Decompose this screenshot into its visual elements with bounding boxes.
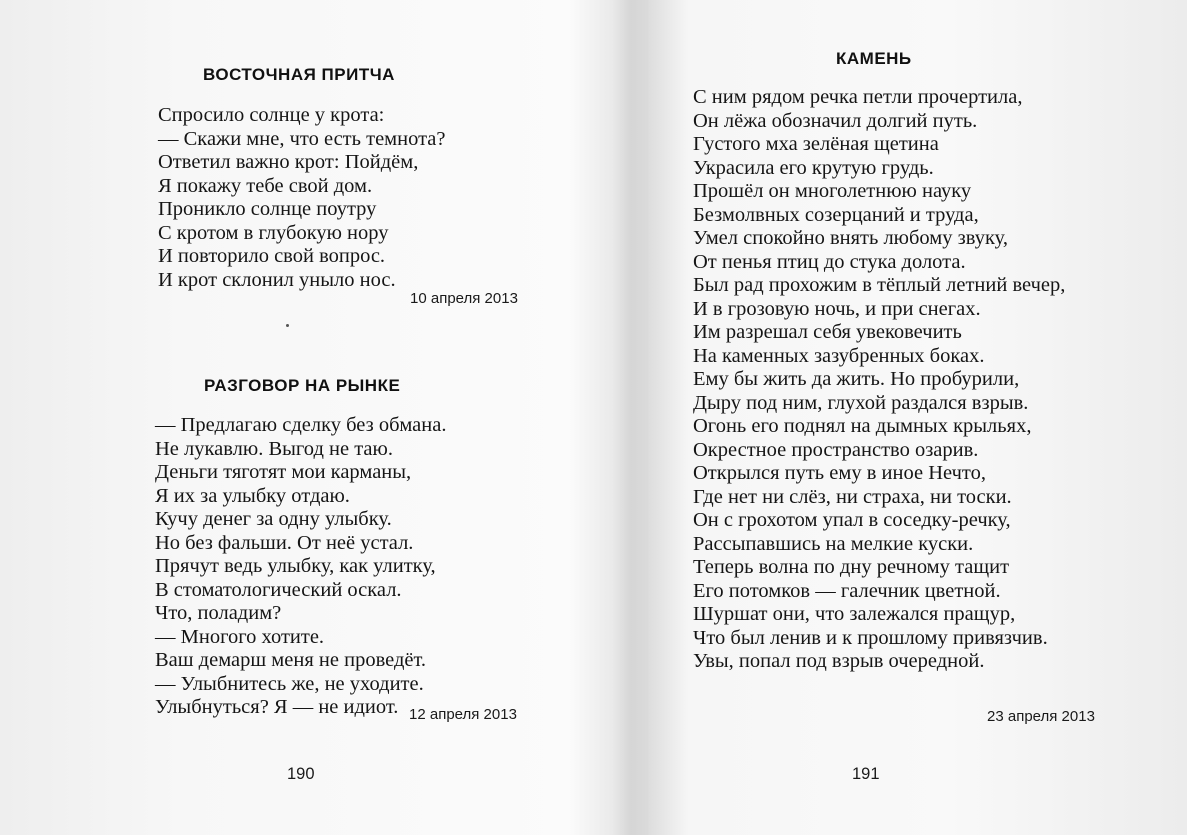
poem-line: Проникло солнце поутру bbox=[158, 198, 377, 220]
poem-title-eastern-parable: ВОСТОЧНАЯ ПРИТЧА bbox=[203, 65, 395, 84]
poem-date-stone: 23 апреля 2013 bbox=[987, 708, 1095, 725]
right-page bbox=[640, 0, 1187, 835]
poem-line: Огонь его поднял на дымных крыльях, bbox=[693, 415, 1032, 437]
poem-stone-lines bbox=[693, 86, 1065, 674]
poem-line: Безмолвных созерцаний и труда, bbox=[693, 203, 979, 226]
poem-line: Что был ленив и к прошлому привязчив. bbox=[693, 626, 1048, 649]
poem-date-eastern-parable: 10 апреля 2013 bbox=[410, 290, 518, 307]
page-number-right: 191 bbox=[852, 765, 880, 783]
poem-line: Увы, попал под взрыв очередной. bbox=[693, 650, 985, 672]
poem-line: В стоматологический оскал. bbox=[155, 578, 402, 601]
poem-line: Шуршат они, что залежался пращур, bbox=[693, 603, 1016, 625]
poem-line: Им разрешал себя увековечить bbox=[693, 321, 962, 343]
poem-line: Дыру под ним, глухой раздался взрыв. bbox=[693, 391, 1029, 414]
poem-line: Ответил важно крот: Пойдём, bbox=[158, 151, 419, 173]
poem-title-market-talk: РАЗГОВОР НА РЫНКЕ bbox=[204, 376, 401, 395]
poem-line: Кучу денег за одну улыбку. bbox=[155, 508, 392, 530]
poem-line: — Многого хотите. bbox=[155, 625, 325, 648]
poem-line: Умел спокойно внять любому звуку, bbox=[693, 227, 1008, 249]
poem-line: Густого мха зелёная щетина bbox=[693, 133, 939, 155]
poem-line: И крот склонил уныло нос. bbox=[158, 268, 396, 291]
poem-line: Ваш демарш меня не проведёт. bbox=[155, 649, 427, 671]
poem-line: Я их за улыбку отдаю. bbox=[155, 484, 350, 507]
poem-line: Прячут ведь улыбку, как улитку, bbox=[155, 555, 436, 577]
poem-line: И повторило свой вопрос. bbox=[158, 245, 386, 267]
poem-line: Окрестное пространство озарив. bbox=[693, 438, 979, 461]
poem-line: Где нет ни слёз, ни страха, ни тоски. bbox=[693, 485, 1012, 508]
poem-line: Теперь волна по дну речному тащит bbox=[693, 556, 1010, 578]
poem-eastern-parable-lines bbox=[158, 104, 446, 292]
poem-line: Что, поладим? bbox=[155, 602, 282, 624]
poem-line: С кротом в глубокую нору bbox=[158, 221, 389, 244]
poem-line: Был рад прохожим в тёплый летний вечер, bbox=[693, 274, 1066, 296]
poem-line: Не лукавлю. Выгод не таю. bbox=[155, 437, 393, 460]
poem-line: Улыбнуться? Я — не идиот. bbox=[155, 696, 399, 718]
poem-line: — Предлагаю сделку без обмана. bbox=[155, 414, 447, 436]
poem-line: Я покажу тебе свой дом. bbox=[158, 174, 373, 197]
poem-date-market-talk: 12 апреля 2013 bbox=[409, 706, 517, 723]
poem-line: Прошёл он многолетнюю науку bbox=[693, 180, 972, 202]
poem-line: От пенья птиц до стука долота. bbox=[693, 250, 966, 273]
page-number-left: 190 bbox=[287, 765, 315, 783]
poem-line: Деньги тяготят мои карманы, bbox=[155, 461, 412, 483]
poem-line: С ним рядом речка петли прочертила, bbox=[693, 86, 1023, 108]
poem-line: Но без фальши. От неё устал. bbox=[155, 531, 414, 554]
poem-line: Рассыпавшись на мелкие куски. bbox=[693, 532, 974, 555]
poem-line: — Скажи мне, что есть темнота? bbox=[158, 127, 446, 150]
poem-line: Он лёжа обозначил долгий путь. bbox=[693, 109, 978, 132]
poem-line: Ему бы жить да жить. Но пробурили, bbox=[693, 368, 1020, 390]
page-speck bbox=[286, 324, 289, 327]
poem-line: И в грозовую ночь, и при снегах. bbox=[693, 297, 981, 320]
poem-line: На каменных зазубренных боках. bbox=[693, 344, 985, 367]
poem-market-talk-lines bbox=[155, 414, 446, 720]
poem-line: Он с грохотом упал в соседку-речку, bbox=[693, 509, 1011, 531]
poem-line: Открылся путь ему в иное Нечто, bbox=[693, 462, 986, 484]
poem-line: — Улыбнитесь же, не уходите. bbox=[155, 672, 424, 695]
poem-line: Спросило солнце у крота: bbox=[158, 104, 385, 126]
poem-title-stone: КАМЕНЬ bbox=[836, 49, 912, 68]
poem-line: Украсила его крутую грудь. bbox=[693, 156, 934, 179]
poem-line: Его потомков — галечник цветной. bbox=[693, 579, 1001, 602]
